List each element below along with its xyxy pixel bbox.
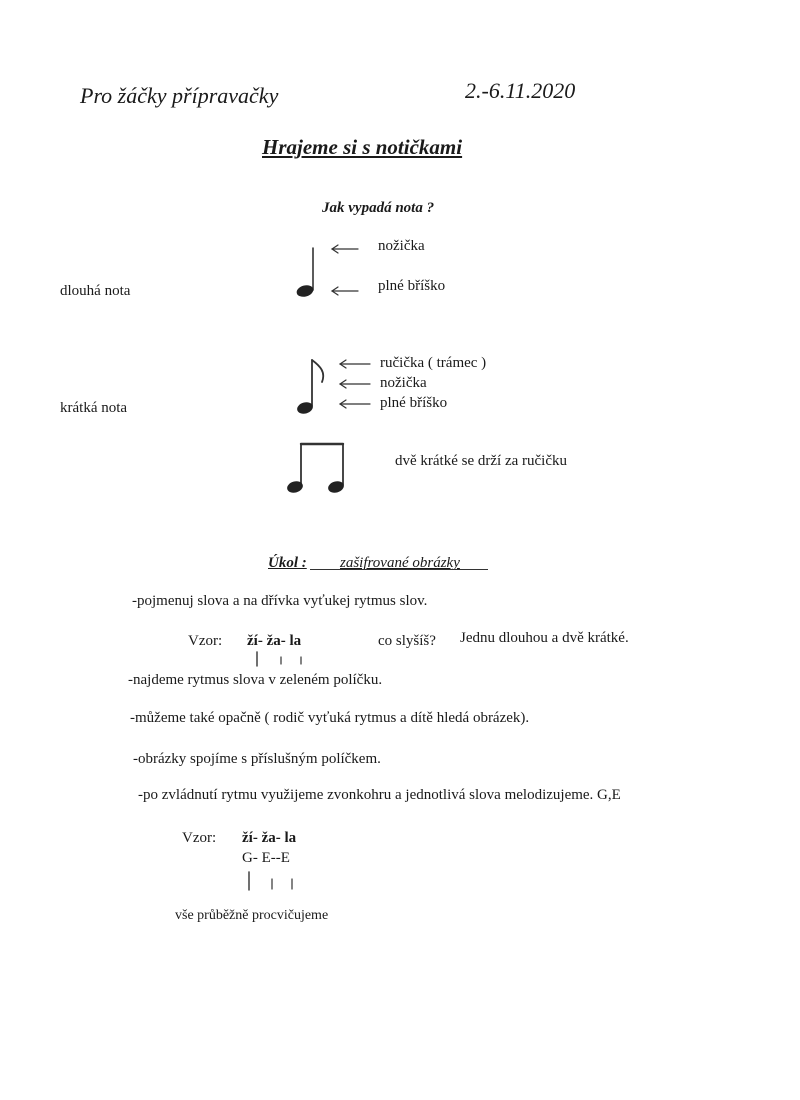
note-section-heading: Jak vypadá nota ? [322, 200, 435, 216]
long-note-drawing [290, 238, 360, 308]
instruction-2: -najdeme rytmus slova v zeleném políčku. [128, 672, 383, 688]
arrow-icon [332, 287, 358, 295]
example-1-answer: Jednu dlouhou a dvě krátké. [460, 630, 629, 646]
example-2-prefix: Vzor: [182, 830, 217, 846]
task-underline [310, 569, 488, 570]
arrow-icon [340, 360, 370, 368]
rhythm-marks [250, 650, 310, 668]
long-note-part-head: plné bříško [378, 278, 446, 294]
note-head [295, 283, 314, 298]
short-note-part-stem: nožička [380, 375, 427, 391]
arrow-icon [340, 400, 370, 408]
task-label: Úkol : [268, 555, 307, 571]
rhythm-marks [244, 870, 304, 894]
long-note-part-stem: nožička [378, 238, 425, 254]
instruction-3: -můžeme také opačně ( rodič vyťuká rytmus a dítě hledá obrázek). [130, 710, 530, 726]
audience-line: Pro žáčky přípravačky [80, 83, 279, 108]
short-note-drawing [290, 352, 380, 422]
arrow-icon [332, 245, 358, 253]
note-flag [312, 360, 323, 382]
arrow-icon [340, 380, 370, 388]
footer-note: vše průběžně procvičujeme [175, 908, 329, 923]
example-2-melody: G- E--E [242, 850, 290, 866]
example-1-word: ží- ža- la [247, 633, 302, 649]
instruction-1: -pojmenuj slova a na dřívka vyťukej rytmus slov. [132, 593, 428, 609]
example-1-question: co slyšíš? [378, 633, 436, 649]
example-2-word: ží- ža- la [242, 830, 297, 846]
instruction-5: -po zvládnutí rytmu využijeme zvonkohru a jednotlivá slova melodizujeme. G,E [138, 787, 621, 803]
instruction-4: -obrázky spojíme s příslušným políčkem. [133, 751, 381, 767]
date-line: 2.-6.11.2020 [465, 78, 576, 103]
short-note-part-beam: ručička ( trámec ) [380, 355, 487, 371]
page-title: Hrajeme si s notičkami [262, 135, 463, 159]
beamed-notes-drawing [285, 438, 360, 498]
example-1-prefix: Vzor: [188, 633, 223, 649]
long-note-label: dlouhá nota [60, 283, 131, 299]
short-note-part-head: plné bříško [380, 395, 448, 411]
task-title: zašifrované obrázky [340, 555, 460, 571]
short-note-label: krátká nota [60, 400, 128, 416]
beamed-notes-label: dvě krátké se drží za ručičku [395, 453, 567, 469]
